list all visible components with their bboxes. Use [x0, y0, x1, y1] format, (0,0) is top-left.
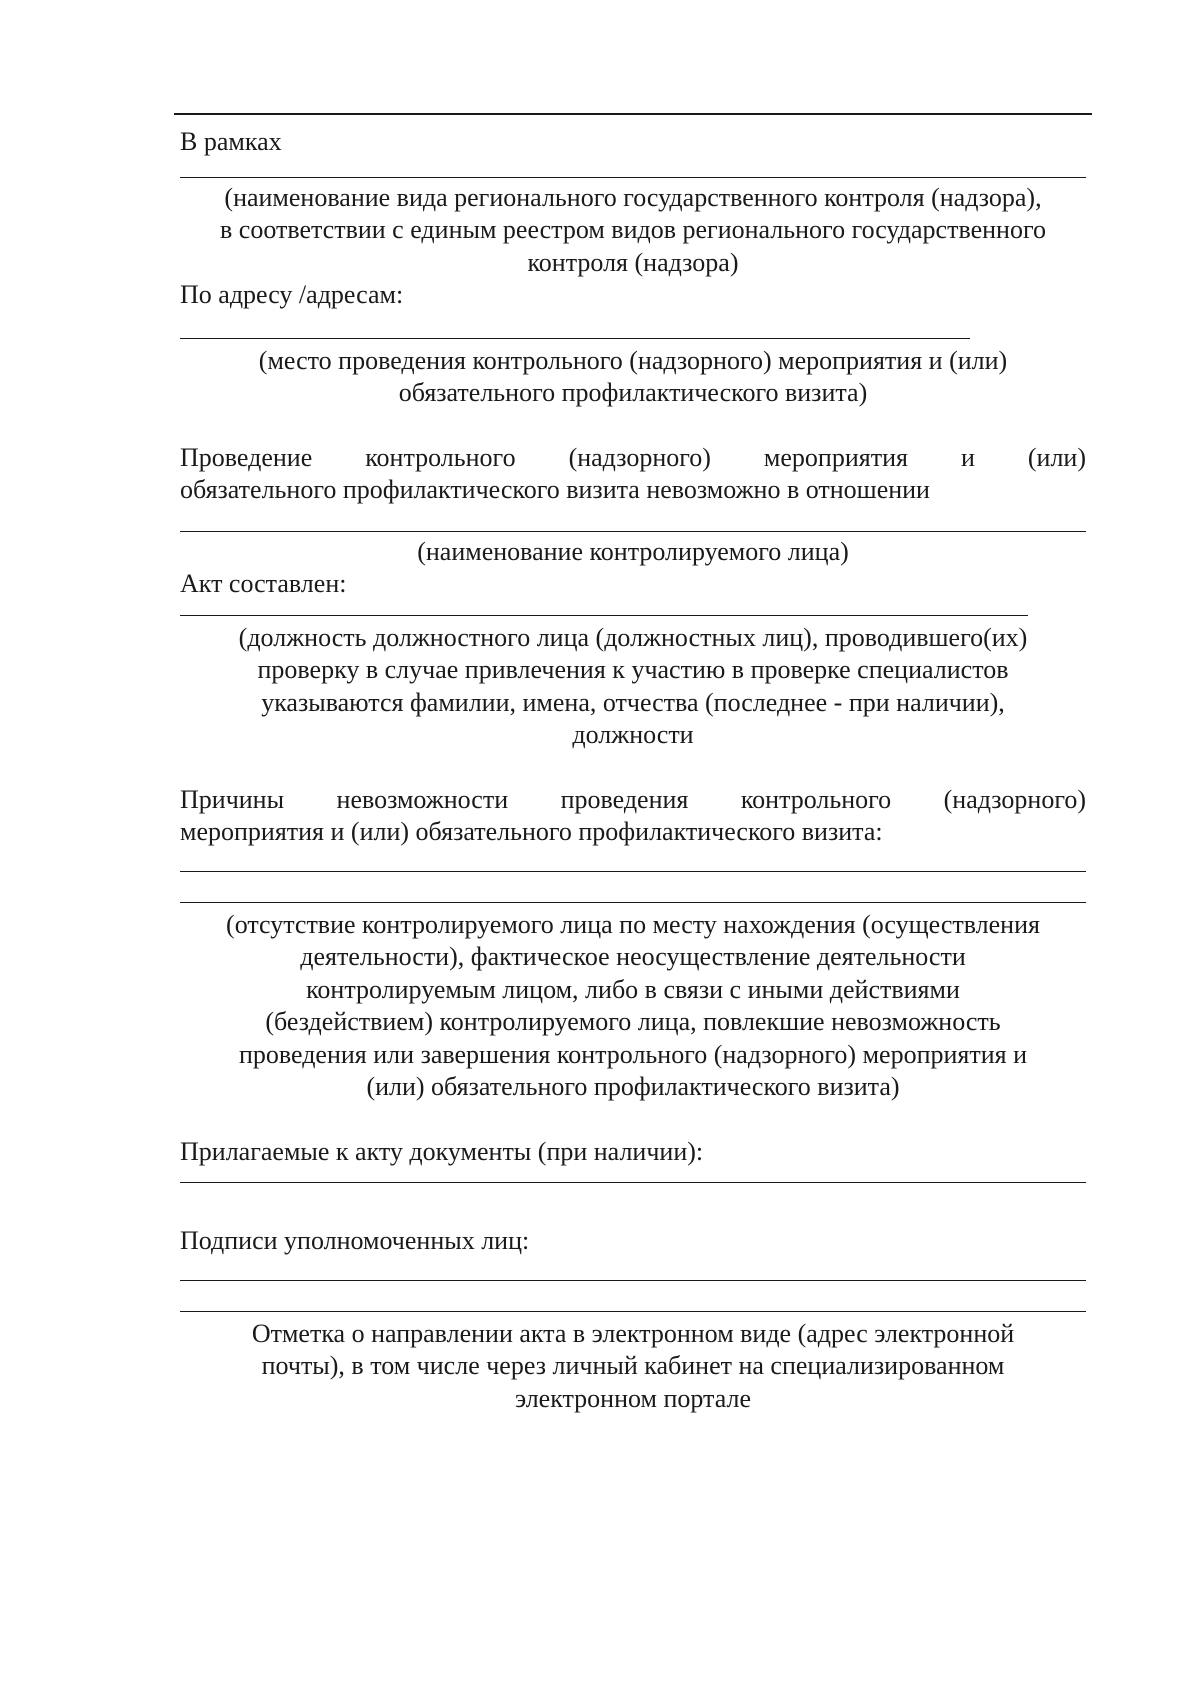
caption-control-type — [180, 182, 1086, 280]
caption-reasons — [180, 909, 1086, 1104]
caption-line: Отметка о направлении акта в электронном виде (адрес электронной — [251, 1318, 1015, 1348]
caption-line: (отсутствие контролируемого лица по месту нахождения (осуществления — [226, 909, 1040, 939]
caption-official — [180, 622, 1086, 752]
reasons-line: Причины невозможности проведения контрольного (надзорного) — [180, 784, 1086, 814]
caption-line: должности — [572, 720, 694, 749]
top-rule — [174, 113, 1092, 115]
caption-line: (должность должностного лица (должностных лиц), проводившего(их) — [238, 622, 1028, 652]
caption-line: (место проведения контрольного (надзорного) мероприятия и (или) — [258, 345, 1008, 375]
blank-line-controlled-person — [180, 531, 1086, 532]
impossibility-line: обязательного профилактического визита невозможно в отношении — [180, 475, 930, 504]
caption-electronic — [180, 1318, 1086, 1416]
blank-line-address — [180, 338, 970, 339]
blank-line-control-type — [180, 177, 1086, 178]
intro-label: В рамках — [180, 127, 282, 156]
caption-line: электронном портале — [515, 1383, 751, 1413]
reasons-paragraph — [180, 784, 1086, 849]
attachments-label: Прилагаемые к акту документы (при наличии): — [180, 1136, 704, 1166]
caption-controlled-person — [180, 536, 1086, 569]
caption-line: проведения или завершения контрольного (надзорного) мероприятия и — [238, 1039, 1028, 1069]
blank-line-attachments — [180, 1182, 1086, 1183]
caption-place — [180, 345, 1086, 410]
caption-line: деятельности), фактическое неосуществление деятельности — [300, 942, 966, 971]
blank-line-reasons-1 — [180, 871, 1086, 872]
caption-line: (наименование контролируемого лица) — [417, 536, 849, 566]
caption-line: (или) обязательного профилактического визита) — [366, 1072, 900, 1101]
impossibility-paragraph — [180, 442, 1086, 507]
caption-line: обязательного профилактического визита) — [398, 378, 868, 407]
blank-line-reasons-2 — [180, 902, 1086, 903]
act-composed-label: Акт составлен: — [180, 569, 347, 598]
address-label: По адресу /адресам: — [180, 280, 404, 309]
blank-line-signatures-1 — [180, 1280, 1086, 1281]
blank-line-official — [180, 615, 1028, 616]
reasons-line: мероприятия и (или) обязательного профилактического визита: — [180, 817, 883, 846]
caption-line: контроля (надзора) — [527, 247, 739, 277]
caption-line: указываются фамилии, имена, отчества (последнее - при наличии), — [261, 687, 1005, 717]
document-body — [180, 126, 1086, 1415]
blank-line-signatures-2 — [180, 1311, 1086, 1312]
signatures-label: Подписи уполномоченных лиц: — [180, 1226, 530, 1255]
caption-line: в соответствии с единым реестром видов регионального государственного — [220, 215, 1046, 244]
caption-line: проверку в случае привлечения к участию в проверке специалистов — [257, 655, 1009, 684]
caption-line: (наименование вида регионального государственного контроля (надзора), — [224, 182, 1042, 212]
caption-line: контролируемым лицом, либо в связи с иными действиями — [306, 974, 960, 1004]
impossibility-line: Проведение контрольного (надзорного) мероприятия и (или) — [180, 442, 1086, 472]
caption-line: (бездействием) контролируемого лица, повлекшие невозможность — [265, 1007, 1001, 1036]
caption-line: почты), в том числе через личный кабинет на специализированном — [261, 1351, 1005, 1380]
